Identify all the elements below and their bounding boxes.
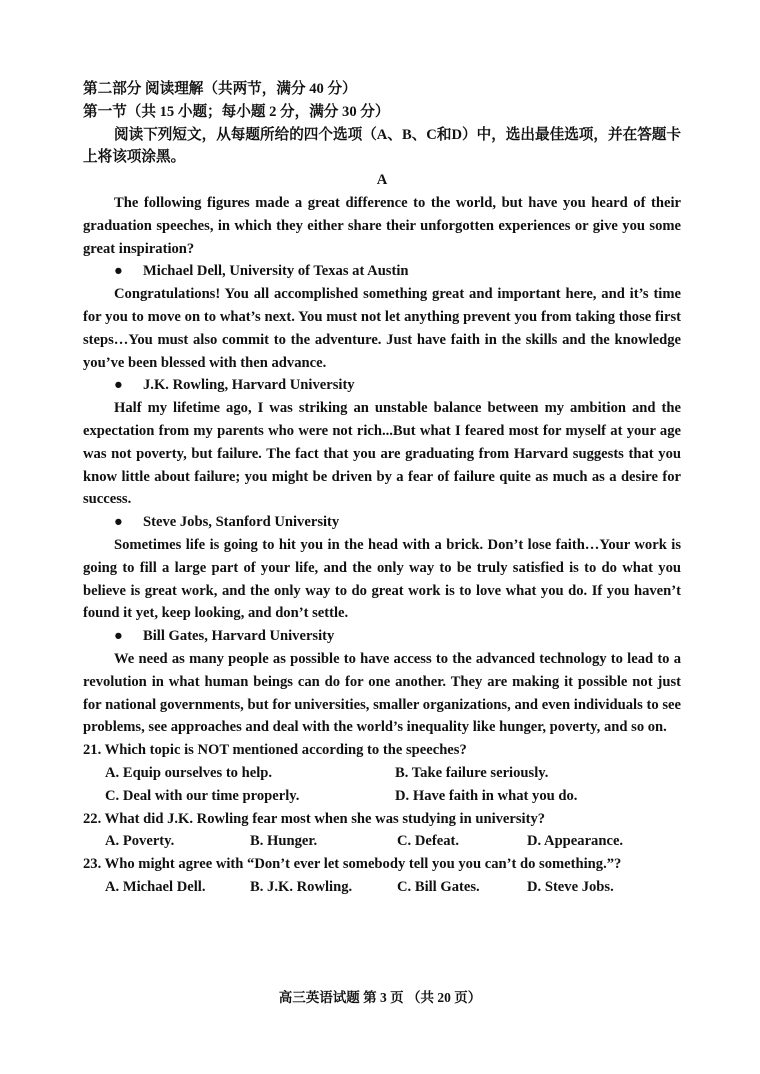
- speech-text: Congratulations! You all accomplished something great and important here, and it’s time for you to move on to what’s next. You must not let anything prevent you from taking those first steps…You must also commit to the adventure. Just have faith in the skills and the knowledge you’ve been blessed with then advance.: [83, 286, 681, 371]
- question-stem: 22. What did J.K. Rowling fear most when she was studying in university?: [83, 810, 546, 827]
- option: C. Deal with our time properly.: [105, 787, 300, 804]
- speaker-heading: [83, 260, 681, 283]
- speaker-name: Michael Dell, University of Texas at Austin: [143, 263, 409, 280]
- page-footer: 高三英语试题 第 3 页 （共 20 页）: [278, 990, 482, 1005]
- bullet-icon: ●: [114, 628, 123, 645]
- option: D. Have faith in what you do.: [395, 787, 578, 804]
- exam-page: [83, 78, 681, 899]
- speech-text: Half my lifetime ago, I was striking an unstable balance between my ambition and the expectation from my parents who were not rich...But what I feared most for myself at your age was not poverty, but failure. The fact that you are graduating from Harvard suggests that you know little about failure; you might be driven by a fear of failure quite as much as a desire for success.: [83, 400, 681, 508]
- instructions: 阅读下列短文，从每题所给的四个选项（A、B、C和D）中，选出最佳选项，并在答题卡上将该项涂黑。: [83, 126, 681, 166]
- option: B. Hunger.: [250, 833, 318, 850]
- speaker-heading: [83, 511, 681, 534]
- speaker-heading: [83, 625, 681, 648]
- speaker-name: J.K. Rowling, Harvard University: [143, 377, 355, 394]
- question-options: [83, 762, 681, 785]
- option: D. Steve Jobs.: [527, 878, 614, 895]
- option: A. Equip ourselves to help.: [105, 764, 273, 781]
- passage-intro: The following figures made a great difference to the world, but have you heard of their graduation speeches, in which they either share their unforgotten experiences or give you some great inspiration?: [83, 194, 681, 257]
- speaker-heading: [83, 374, 681, 397]
- option: D. Appearance.: [527, 833, 624, 850]
- speech-text: Sometimes life is going to hit you in the head with a brick. Don’t lose faith…Your work is going to fill a large part of your life, and the only way to be truly satisfied is to do what you believe is great work, and the only way to do great work is to love what you do. If you haven’t found it yet, keep looking, and don’t settle.: [83, 536, 681, 622]
- question-options: [83, 785, 681, 808]
- passage-label: A: [376, 172, 388, 189]
- question-options: [83, 830, 681, 853]
- bullet-icon: ●: [114, 514, 123, 531]
- option: A. Poverty.: [105, 833, 175, 850]
- speaker-name: Bill Gates, Harvard University: [143, 628, 335, 645]
- option: C. Bill Gates.: [397, 878, 480, 895]
- section-subtitle: 第一节（共 15 小题；每小题 2 分，满分 30 分）: [83, 103, 390, 120]
- question-stem: 23. Who might agree with “Don’t ever let somebody tell you you can’t do something.”?: [83, 856, 622, 873]
- option: A. Michael Dell.: [105, 878, 206, 895]
- part-title: 第二部分 阅读理解（共两节，满分 40 分）: [83, 81, 357, 97]
- speaker-name: Steve Jobs, Stanford University: [143, 514, 340, 531]
- bullet-icon: ●: [114, 377, 123, 394]
- option: B. Take failure seriously.: [395, 764, 549, 781]
- option: C. Defeat.: [397, 833, 459, 850]
- option: B. J.K. Rowling.: [250, 878, 353, 895]
- bullet-icon: ●: [114, 263, 123, 280]
- speech-text: We need as many people as possible to have access to the advanced technology to lead to a revolution in what human beings can do for one another. They are making it possible not just for national governments, but for universities, smaller organizations, and even individuals to see problems, see approaches and deal with the world’s inequality like hunger, poverty, and so on.: [83, 650, 681, 736]
- question-stem: 21. Which topic is NOT mentioned according to the speeches?: [83, 742, 467, 759]
- question-options: [83, 876, 681, 899]
